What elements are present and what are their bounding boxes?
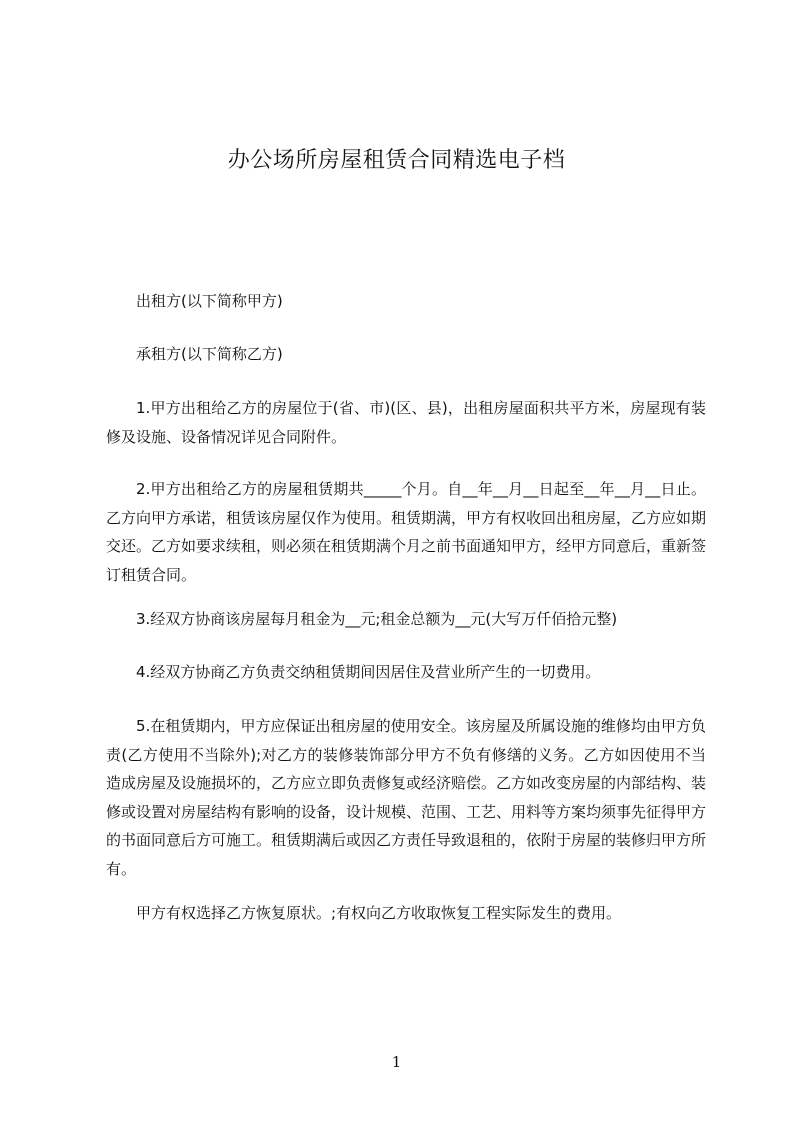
- clause-2-paragraph: 2.甲方出租给乙方的房屋租赁期共_____个月。自__年__月__日起至__年__月__日止。乙方向甲方承诺，租赁该房屋仅作为使用。租赁期满，甲方有权收回出租房屋，乙方应如期交还。乙方如要求续租，则必须在租赁期满个月之前书面通知甲方，经甲方同意后，重新签订租赁合同。: [106, 480, 707, 584]
- clause-1-paragraph: 1.甲方出租给乙方的房屋位于(省、市)(区、县)，出租房屋面积共平方米，房屋现有装修及设施、设备情况详见合同附件。: [106, 399, 706, 446]
- page-number: 1: [391, 1053, 402, 1071]
- document-title: 办公场所房屋租赁合同精选电子档: [227, 148, 566, 173]
- restoration-paragraph: 甲方有权选择乙方恢复原状。;有权向乙方收取恢复工程实际发生的费用。: [136, 904, 622, 922]
- clause-4-paragraph: 4.经双方协商乙方负责交纳租赁期间因居住及营业所产生的一切费用。: [136, 663, 601, 681]
- lessee-line: 承租方(以下简称乙方): [136, 345, 283, 363]
- clause-5-paragraph: 5.在租赁期内，甲方应保证出租房屋的使用安全。该房屋及所属设施的维修均由甲方负责(乙方使用不当除外);对乙方的装修装饰部分甲方不负有修缮的义务。乙方如因使用不当造成房屋及设施损坏的，乙方应立即负责修复或经济赔偿。乙方如改变房屋的内部结构、装修或设置对房屋结构有影响的设备，设计规模、范围、工艺、用料等方案均须事先征得甲方的书面同意后方可施工。租赁期满后或因乙方责任导致退租的，依附于房屋的装修归甲方所有。: [106, 717, 707, 878]
- clause-3-paragraph: 3.经双方协商该房屋每月租金为__元;租金总额为__元(大写万仟佰拾元整): [136, 610, 618, 628]
- lessor-line: 出租方(以下简称甲方): [136, 292, 283, 310]
